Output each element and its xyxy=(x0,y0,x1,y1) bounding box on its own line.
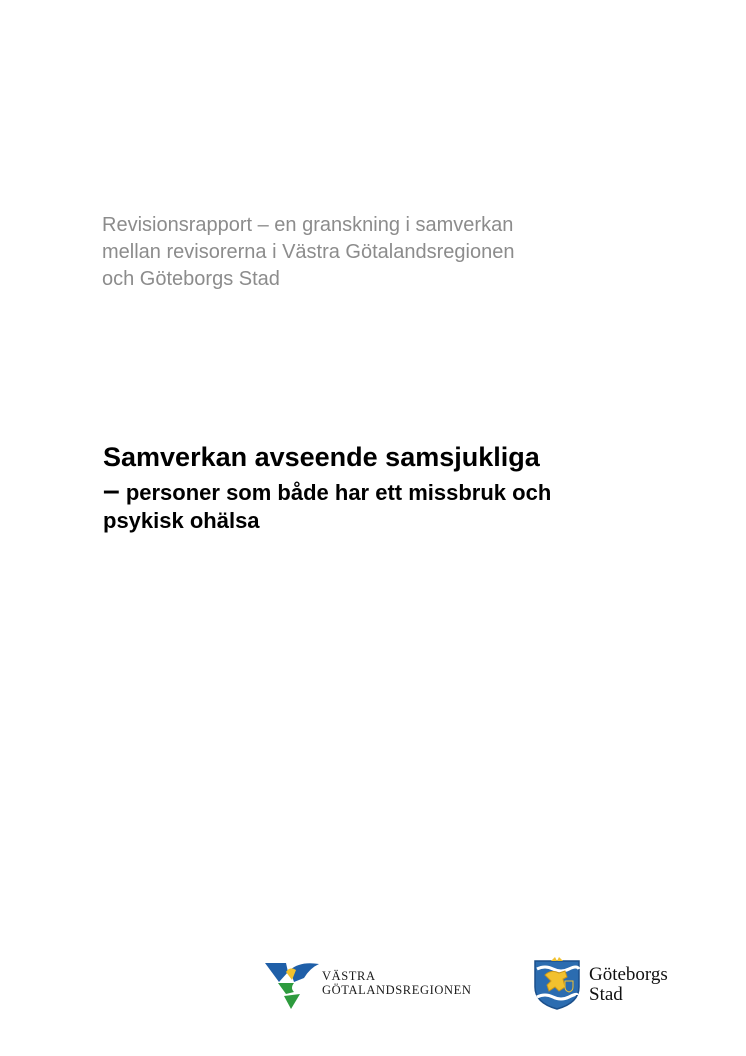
page-title: Samverkan avseende samsjukliga xyxy=(103,442,540,472)
vgr-wordmark-line: GÖTALANDSREGIONEN xyxy=(322,983,472,997)
goteborg-crest-icon xyxy=(531,957,583,1011)
gbg-wordmark-line: Stad xyxy=(589,984,623,1005)
title-subline xyxy=(103,474,703,507)
goteborgs-stad-logo xyxy=(531,957,701,1011)
vgr-wordmark-line: VÄSTRA xyxy=(322,969,376,983)
report-title-block xyxy=(103,437,703,535)
vgr-wordmark xyxy=(322,969,471,997)
title-subline-text: personer som både har ett missbruk och xyxy=(125,480,552,505)
subtitle-line: och Göteborgs Stad xyxy=(102,268,280,290)
title-subline-2: psykisk ohälsa xyxy=(103,508,260,533)
vgr-emblem-icon xyxy=(264,960,320,1010)
subtitle-line: Revisionsrapport – en granskning i samverkan xyxy=(102,214,514,236)
subtitle-line: mellan revisorerna i Västra Götalandsregionen xyxy=(102,241,515,263)
report-subtitle xyxy=(102,212,662,293)
vastra-gotalandsregionen-logo xyxy=(264,960,514,1010)
title-dash: – xyxy=(103,474,120,507)
gbg-wordmark-line: Göteborgs xyxy=(589,964,668,985)
gbg-wordmark xyxy=(589,965,668,1005)
